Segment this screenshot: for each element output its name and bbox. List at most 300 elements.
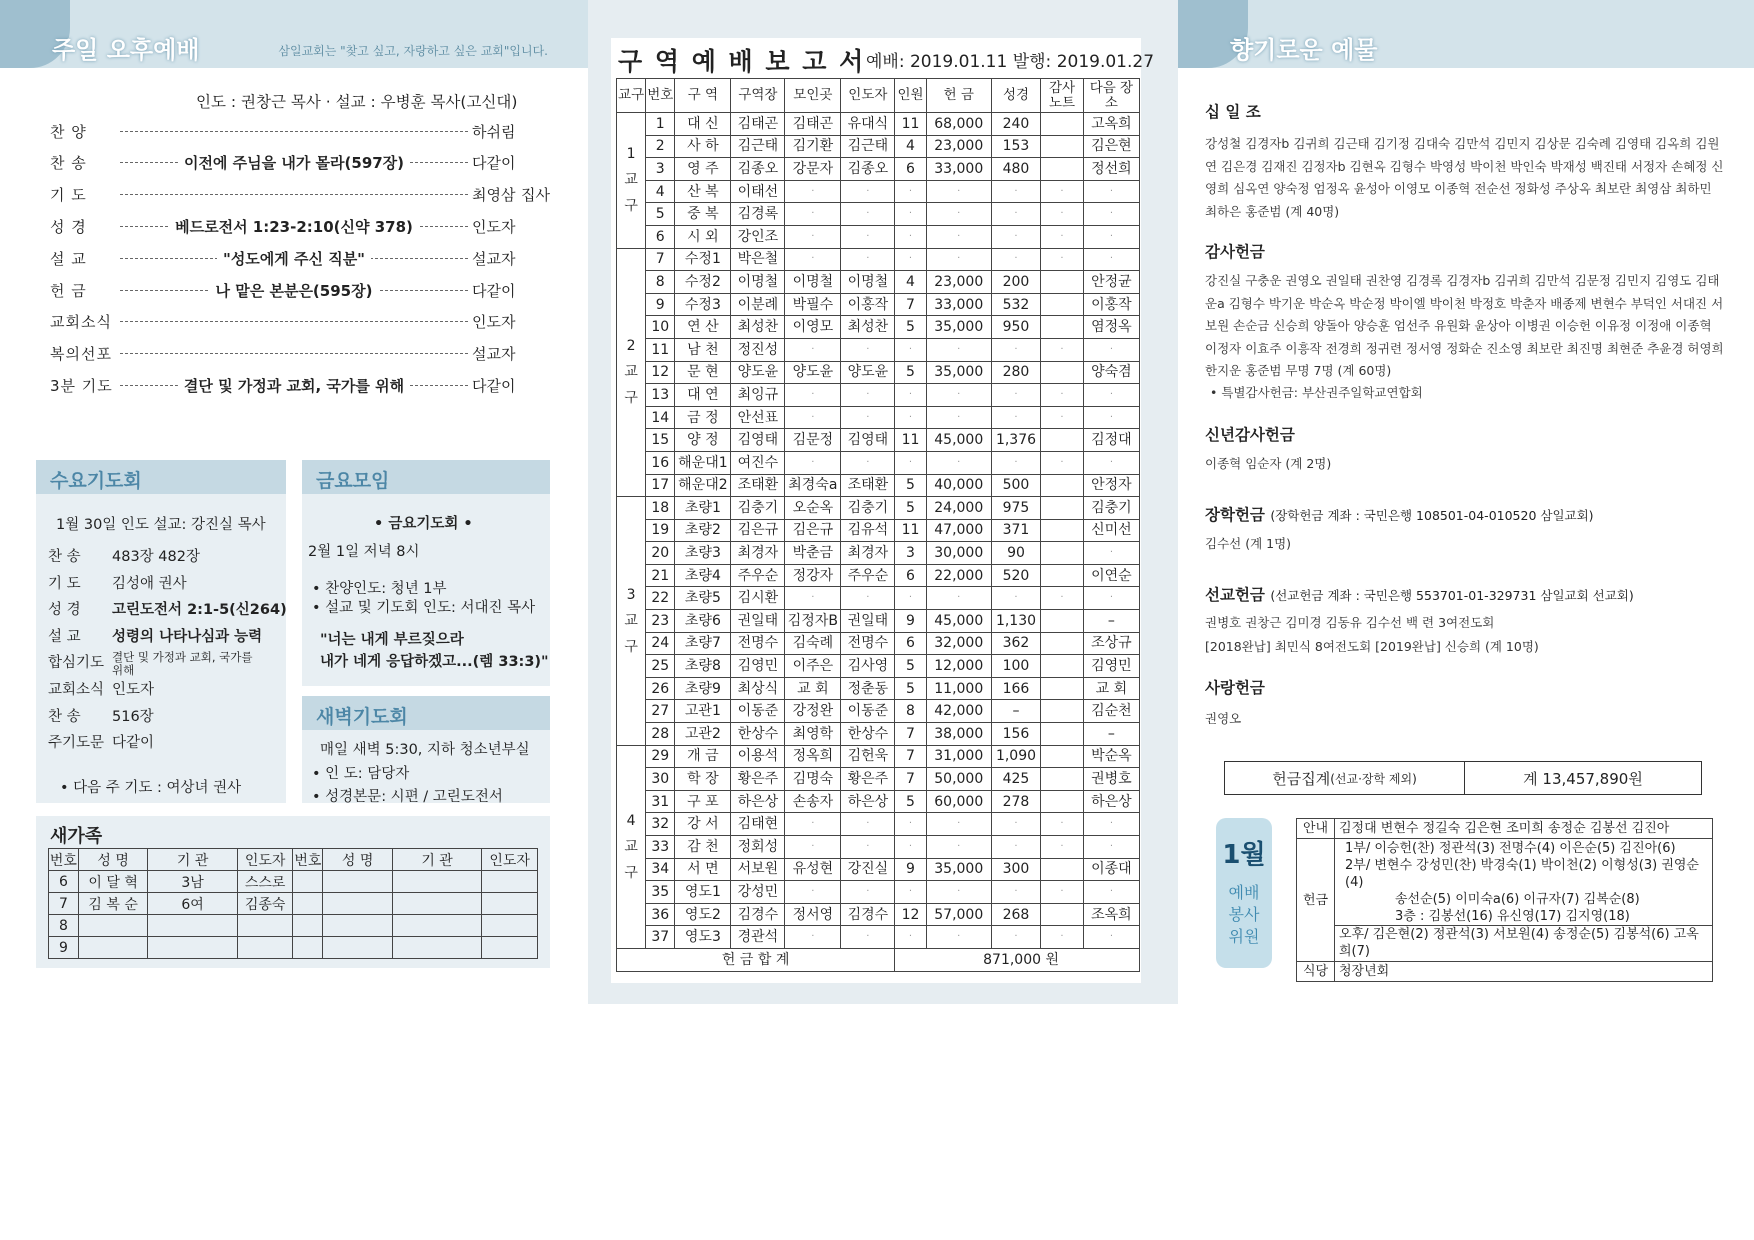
order-person: 다같이	[472, 376, 516, 395]
district-cell: 23,000	[926, 135, 991, 158]
district-cell: 강문자	[785, 158, 841, 181]
district-header-row	[617, 79, 1140, 113]
district-cell: 황은주	[731, 768, 785, 791]
district-header: 감사 노트	[1041, 79, 1084, 113]
district-group-label: 3 교 구	[617, 497, 646, 746]
district-cell: 정서영	[785, 903, 841, 926]
new-family-row	[49, 937, 538, 959]
wed-row-key: 찬 송	[48, 708, 81, 725]
fri-quote2: 내가 네게 응답하겠고...(렘 33:3)"	[320, 654, 549, 670]
district-cell: 강정완	[785, 700, 841, 723]
district-cell: ·	[785, 248, 841, 271]
district-row	[617, 293, 1140, 316]
district-cell: ·	[1041, 384, 1084, 407]
district-cell: ·	[1083, 248, 1139, 271]
district-cell: 57,000	[926, 903, 991, 926]
district-cell: ·	[841, 836, 895, 859]
special-thanks: • 특별감사헌금: 부산권주일학교연합회	[1210, 385, 1423, 400]
district-cell: ·	[926, 836, 991, 859]
district-row	[617, 542, 1140, 565]
order-person: 다같이	[472, 154, 516, 173]
dawn-line3: • 성경본문: 시편 / 고린도전서	[312, 789, 503, 805]
wed-prayer-box	[36, 460, 286, 803]
district-cell: 초량6	[675, 610, 731, 633]
district-cell: ·	[926, 587, 991, 610]
district-cell: ·	[841, 203, 895, 226]
district-cell: 김은현	[1083, 135, 1139, 158]
district-cell: 31	[646, 790, 675, 813]
order-leader-dots	[120, 281, 468, 300]
district-cell: 30,000	[926, 542, 991, 565]
offering-value	[1335, 839, 1713, 962]
district-cell: 김유석	[841, 519, 895, 542]
district-cell: 김충기	[1083, 497, 1139, 520]
district-header: 인원	[895, 79, 926, 113]
district-cell: ·	[785, 338, 841, 361]
district-cell: 영도1	[675, 881, 731, 904]
district-cell: 9	[646, 293, 675, 316]
order-key: 복의선포	[50, 345, 112, 364]
district-cell	[1041, 519, 1084, 542]
district-cell: 감 천	[675, 836, 731, 859]
new-family-header: 성 명	[323, 849, 393, 871]
district-cell: 김종오	[841, 158, 895, 181]
district-cell: 이명철	[785, 271, 841, 294]
district-cell: 7	[895, 723, 926, 746]
new-family-cell	[392, 915, 481, 937]
district-cell: 시 외	[675, 225, 731, 248]
district-cell: ·	[895, 836, 926, 859]
district-cell	[1041, 316, 1084, 339]
district-row	[617, 564, 1140, 587]
district-cell: ·	[991, 813, 1040, 836]
new-family-cell	[78, 915, 148, 937]
district-cell: 11	[646, 338, 675, 361]
district-cell: 이영모	[785, 316, 841, 339]
district-cell: ·	[991, 451, 1040, 474]
district-cell: 이주은	[785, 655, 841, 678]
district-cell: ·	[1041, 881, 1084, 904]
district-row	[617, 632, 1140, 655]
order-key: 3분 기도	[50, 376, 113, 395]
newyear-heading: 신년감사헌금	[1205, 426, 1295, 444]
district-cell: 조태환	[731, 474, 785, 497]
district-cell: ·	[841, 813, 895, 836]
district-cell: ·	[895, 406, 926, 429]
district-cell: 주우순	[731, 564, 785, 587]
district-cell: 남 천	[675, 338, 731, 361]
district-cell: 153	[991, 135, 1040, 158]
district-cell: 7	[646, 248, 675, 271]
district-cell: 26	[646, 677, 675, 700]
new-family-cell	[482, 915, 538, 937]
district-group-label: 2 교 구	[617, 248, 646, 497]
district-row	[617, 248, 1140, 271]
district-cell: 수정3	[675, 293, 731, 316]
district-cell: ·	[926, 225, 991, 248]
district-cell: 8	[895, 700, 926, 723]
district-cell: ·	[841, 406, 895, 429]
district-row	[617, 113, 1140, 136]
district-row	[617, 903, 1140, 926]
district-cell: 27	[646, 700, 675, 723]
district-cell: 김충기	[731, 497, 785, 520]
district-cell: ·	[1041, 836, 1084, 859]
district-row	[617, 429, 1140, 452]
district-cell: 3	[895, 542, 926, 565]
district-row	[617, 135, 1140, 158]
district-cell: ·	[1041, 203, 1084, 226]
district-cell: ·	[785, 836, 841, 859]
district-cell: ·	[991, 180, 1040, 203]
new-family-cell	[323, 937, 393, 959]
district-cell: 166	[991, 677, 1040, 700]
district-cell	[1041, 610, 1084, 633]
thanks-heading: 감사헌금	[1205, 243, 1265, 261]
district-cell: 4	[895, 271, 926, 294]
district-group-label: 4 교 구	[617, 745, 646, 948]
district-cell: 김영민	[731, 655, 785, 678]
scholarship-names: 김수선 (계 1명)	[1205, 536, 1292, 551]
dawn-box	[302, 696, 550, 803]
district-cell: ·	[785, 225, 841, 248]
district-cell: 이홍작	[841, 293, 895, 316]
district-cell: 김정대	[1083, 429, 1139, 452]
order-leader-dots	[120, 376, 468, 395]
district-row	[617, 203, 1140, 226]
district-cell: ·	[991, 881, 1040, 904]
new-family-header: 성 명	[78, 849, 148, 871]
district-cell	[1041, 700, 1084, 723]
district-cell: 영도2	[675, 903, 731, 926]
district-cell: 여진수	[731, 451, 785, 474]
district-cell: 초량2	[675, 519, 731, 542]
district-cell: 금 정	[675, 406, 731, 429]
new-family-cell	[237, 937, 293, 959]
district-cell: ·	[1041, 406, 1084, 429]
district-cell: 교 회	[1083, 677, 1139, 700]
order-key: 설 교	[50, 249, 87, 268]
district-row	[617, 858, 1140, 881]
new-family-cell	[482, 871, 538, 893]
district-cell: 수정1	[675, 248, 731, 271]
district-cell: 이종대	[1083, 858, 1139, 881]
order-content: 베드로전서 1:23-2:10(신약 378)	[169, 216, 419, 237]
district-cell: ·	[1041, 248, 1084, 271]
district-cell: 14	[646, 406, 675, 429]
district-cell: ·	[926, 384, 991, 407]
district-cell: 김태현	[731, 813, 785, 836]
district-cell: 서 면	[675, 858, 731, 881]
district-cell: 하은상	[731, 790, 785, 813]
district-cell: 532	[991, 293, 1040, 316]
district-cell: 35,000	[926, 858, 991, 881]
offering-1bu: 1부/ 이승헌(찬) 정관석(3) 전명수(4) 이은순(5) 김진아(6)	[1345, 841, 1676, 856]
wed-row-key: 찬 송	[48, 549, 81, 565]
district-cell: 8	[646, 271, 675, 294]
guide-value: 김정대 변현수 정길숙 김은현 조미희 송정순 김봉선 김진아	[1335, 819, 1713, 839]
district-cell: 7	[895, 293, 926, 316]
district-cell: 김충기	[841, 497, 895, 520]
district-cell: ·	[926, 926, 991, 949]
scholarship-account: (장학헌금 계좌 : 국민은행 108501-04-010520 삼일교회)	[1270, 508, 1594, 523]
district-cell: 정옥희	[785, 745, 841, 768]
scholarship-heading	[1205, 503, 1594, 525]
district-cell: 20	[646, 542, 675, 565]
district-cell: 47,000	[926, 519, 991, 542]
offering-total-label-cell	[1225, 762, 1465, 794]
order-leader-dots	[120, 217, 468, 236]
district-cell	[1041, 655, 1084, 678]
district-cell: ·	[1083, 926, 1139, 949]
district-group-label: 1 교 구	[617, 113, 646, 249]
wed-row-value: 483장 482장	[112, 549, 200, 565]
district-cell	[1041, 474, 1084, 497]
district-cell: 12	[646, 361, 675, 384]
district-cell: 9	[895, 858, 926, 881]
district-cell: 23	[646, 610, 675, 633]
district-cell: 정선희	[1083, 158, 1139, 181]
district-cell: 김정자B	[785, 610, 841, 633]
district-cell: 고옥희	[1083, 113, 1139, 136]
fri-title: 금요모임	[302, 460, 550, 494]
district-cell: ·	[1083, 451, 1139, 474]
district-cell: ·	[1041, 338, 1084, 361]
district-cell	[1041, 429, 1084, 452]
district-cell: 김종오	[731, 158, 785, 181]
district-cell: ·	[1041, 180, 1084, 203]
district-cell: 520	[991, 564, 1040, 587]
district-cell: 4	[646, 180, 675, 203]
district-cell: 90	[991, 542, 1040, 565]
new-family-title: 새가족	[50, 826, 103, 847]
order-leader-dots	[120, 353, 468, 354]
district-cell: 24,000	[926, 497, 991, 520]
new-family-cell	[482, 893, 538, 915]
new-family-header: 번호	[293, 849, 323, 871]
district-cell: 양숙겸	[1083, 361, 1139, 384]
district-header: 번호	[646, 79, 675, 113]
district-cell: 30	[646, 768, 675, 791]
wed-next: • 다음 주 기도 : 여상녀 권사	[60, 780, 242, 796]
volunteer-row-cafeteria	[1297, 962, 1713, 982]
district-cell: 33	[646, 836, 675, 859]
wed-row-key: 주기도문	[48, 735, 105, 752]
order-leader-dots	[120, 154, 468, 173]
district-cell: 11	[895, 113, 926, 136]
district-cell: 학 장	[675, 768, 731, 791]
district-cell: 양 정	[675, 429, 731, 452]
district-cell: ·	[1083, 338, 1139, 361]
fri-quote1: "너는 내게 부르짖으라	[320, 632, 464, 648]
new-family-cell	[78, 937, 148, 959]
new-family-cell	[293, 915, 323, 937]
district-cell: 이홍작	[1083, 293, 1139, 316]
district-cell: 고관1	[675, 700, 731, 723]
district-cell: 68,000	[926, 113, 991, 136]
district-cell: 500	[991, 474, 1040, 497]
district-cell: 영도3	[675, 926, 731, 949]
district-cell: ·	[926, 451, 991, 474]
fri-line1: • 찬양인도: 청년 1부	[312, 581, 447, 597]
new-family-cell: 3남	[148, 871, 237, 893]
district-cell	[1041, 135, 1084, 158]
order-key: 찬 양	[50, 122, 87, 141]
district-cell: 이태선	[731, 180, 785, 203]
district-cell: 대 신	[675, 113, 731, 136]
new-family-header: 기 관	[392, 849, 481, 871]
district-cell: 60,000	[926, 790, 991, 813]
district-cell: 하은상	[1083, 790, 1139, 813]
district-cell: 하은상	[841, 790, 895, 813]
district-cell: 23,000	[926, 271, 991, 294]
district-cell: ·	[895, 203, 926, 226]
district-cell: 29	[646, 745, 675, 768]
offering-3f: 3층 : 김봉선(16) 유신영(17) 김지영(18)	[1395, 909, 1630, 924]
order-row	[50, 118, 550, 144]
district-cell: 37	[646, 926, 675, 949]
district-cell: 강성민	[731, 881, 785, 904]
district-cell: 손송자	[785, 790, 841, 813]
offering-total-note: (선교·장학 제외)	[1330, 771, 1417, 786]
district-cell: ·	[991, 338, 1040, 361]
district-cell: ·	[1083, 836, 1139, 859]
wed-row-key: 성 경	[48, 602, 81, 619]
district-row	[617, 158, 1140, 181]
district-row	[617, 881, 1140, 904]
district-cell: 신미선	[1083, 519, 1139, 542]
district-cell: 7	[895, 745, 926, 768]
district-cell: 정진성	[731, 338, 785, 361]
volunteer-table	[1296, 818, 1713, 982]
mission-names: 권병호 권창근 김미경 김동유 김수선 백 련 3여전도회	[1205, 615, 1495, 630]
wed-row-value: 516장	[112, 708, 154, 725]
volunteer-month: 1월	[1222, 840, 1266, 870]
district-row	[617, 677, 1140, 700]
district-cell: 김태곤	[731, 113, 785, 136]
district-cell: ·	[991, 406, 1040, 429]
district-cell: 이동준	[841, 700, 895, 723]
order-row	[50, 372, 550, 398]
district-cell: ·	[841, 225, 895, 248]
district-cell	[1041, 497, 1084, 520]
offering-total-label: 헌금집계	[1272, 769, 1331, 788]
district-cell: 경관석	[731, 926, 785, 949]
district-cell: 김경록	[731, 203, 785, 226]
district-cell: 17	[646, 474, 675, 497]
district-cell: 영 주	[675, 158, 731, 181]
district-cell: 최경자	[841, 542, 895, 565]
district-header: 모인곳	[785, 79, 841, 113]
district-cell: 고관2	[675, 723, 731, 746]
district-cell: 200	[991, 271, 1040, 294]
cafeteria-value: 청장년회	[1335, 962, 1713, 982]
wed-row-value: 인도자	[112, 682, 155, 698]
district-cell: 3	[646, 158, 675, 181]
new-family-cell	[323, 893, 393, 915]
district-cell: ·	[926, 813, 991, 836]
district-cell: ·	[895, 180, 926, 203]
mission-heading	[1205, 583, 1634, 605]
district-cell: 초량3	[675, 542, 731, 565]
order-row	[50, 150, 550, 176]
district-row	[617, 225, 1140, 248]
offering-2bu: 2부/ 변현수 강성민(찬) 박경숙(1) 박이천(2) 이형성(3) 권영순(4)	[1345, 858, 1699, 890]
district-cell: 최성찬	[731, 316, 785, 339]
fri-date: 2월 1일 저녁 8시	[308, 544, 420, 560]
left-banner	[0, 0, 588, 68]
district-cell: 최성찬	[841, 316, 895, 339]
order-leader-dots	[120, 321, 468, 322]
order-row	[50, 277, 550, 303]
new-family-cell: 9	[49, 937, 79, 959]
order-person: 최영삼 집사	[472, 186, 550, 205]
district-cell: 강진실	[841, 858, 895, 881]
district-cell: ·	[1083, 180, 1139, 203]
district-cell: 서보원	[731, 858, 785, 881]
district-row	[617, 926, 1140, 949]
district-cell: 김문정	[785, 429, 841, 452]
district-cell: 22,000	[926, 564, 991, 587]
district-row	[617, 745, 1140, 768]
district-cell: 김영민	[1083, 655, 1139, 678]
district-cell: ·	[926, 248, 991, 271]
report-title: 구 역 예 배 보 고 서	[618, 47, 866, 76]
offering-afternoon: 오후/ 김은현(2) 정관석(3) 서보원(4) 송정순(5) 김봉석(6) 고옥희(7)	[1335, 925, 1712, 960]
district-cell: 조상규	[1083, 632, 1139, 655]
district-row	[617, 519, 1140, 542]
district-cell: 32	[646, 813, 675, 836]
wed-row-value: 김성애 권사	[112, 575, 187, 592]
mission-names-2: [2018완납] 최민식 8여전도회 [2019완납] 신승희 (계 10명)	[1205, 639, 1539, 654]
order-person: 인도자	[472, 313, 516, 332]
district-cell: ·	[991, 203, 1040, 226]
new-family-header: 인도자	[482, 849, 538, 871]
banner-title: 주일 오후예배	[52, 36, 200, 64]
district-cell: 12	[895, 903, 926, 926]
district-cell: 전명수	[731, 632, 785, 655]
district-cell: ·	[1083, 406, 1139, 429]
district-cell: 김은규	[785, 519, 841, 542]
scholarship-title: 장학헌금	[1205, 506, 1265, 524]
district-cell: –	[1083, 610, 1139, 633]
district-cell: 사 하	[675, 135, 731, 158]
district-cell: 교 회	[785, 677, 841, 700]
district-cell: 김경수	[731, 903, 785, 926]
order-row	[50, 245, 550, 271]
order-person: 인도자	[472, 217, 516, 236]
wed-row-value: 다같이	[112, 735, 155, 752]
district-cell: 5	[646, 203, 675, 226]
district-cell: 38,000	[926, 723, 991, 746]
district-cell	[1041, 745, 1084, 768]
district-cell: 5	[895, 316, 926, 339]
district-cell: 11	[895, 519, 926, 542]
district-cell: ·	[991, 384, 1040, 407]
district-cell: ·	[991, 248, 1040, 271]
order-person: 설교자	[472, 249, 516, 268]
dawn-line2: • 인 도: 담당자	[312, 766, 410, 782]
fri-subtitle: • 금요기도회 •	[374, 516, 473, 532]
district-cell: 11,000	[926, 677, 991, 700]
district-row	[617, 768, 1140, 791]
mission-account: (선교헌금 계좌 : 국민은행 553701-01-329731 삼일교회 선교회)	[1270, 588, 1634, 603]
district-cell	[1041, 790, 1084, 813]
district-header: 다음 장소	[1083, 79, 1139, 113]
district-cell: ·	[926, 881, 991, 904]
new-family-header: 번호	[49, 849, 79, 871]
new-family-cell	[293, 893, 323, 915]
